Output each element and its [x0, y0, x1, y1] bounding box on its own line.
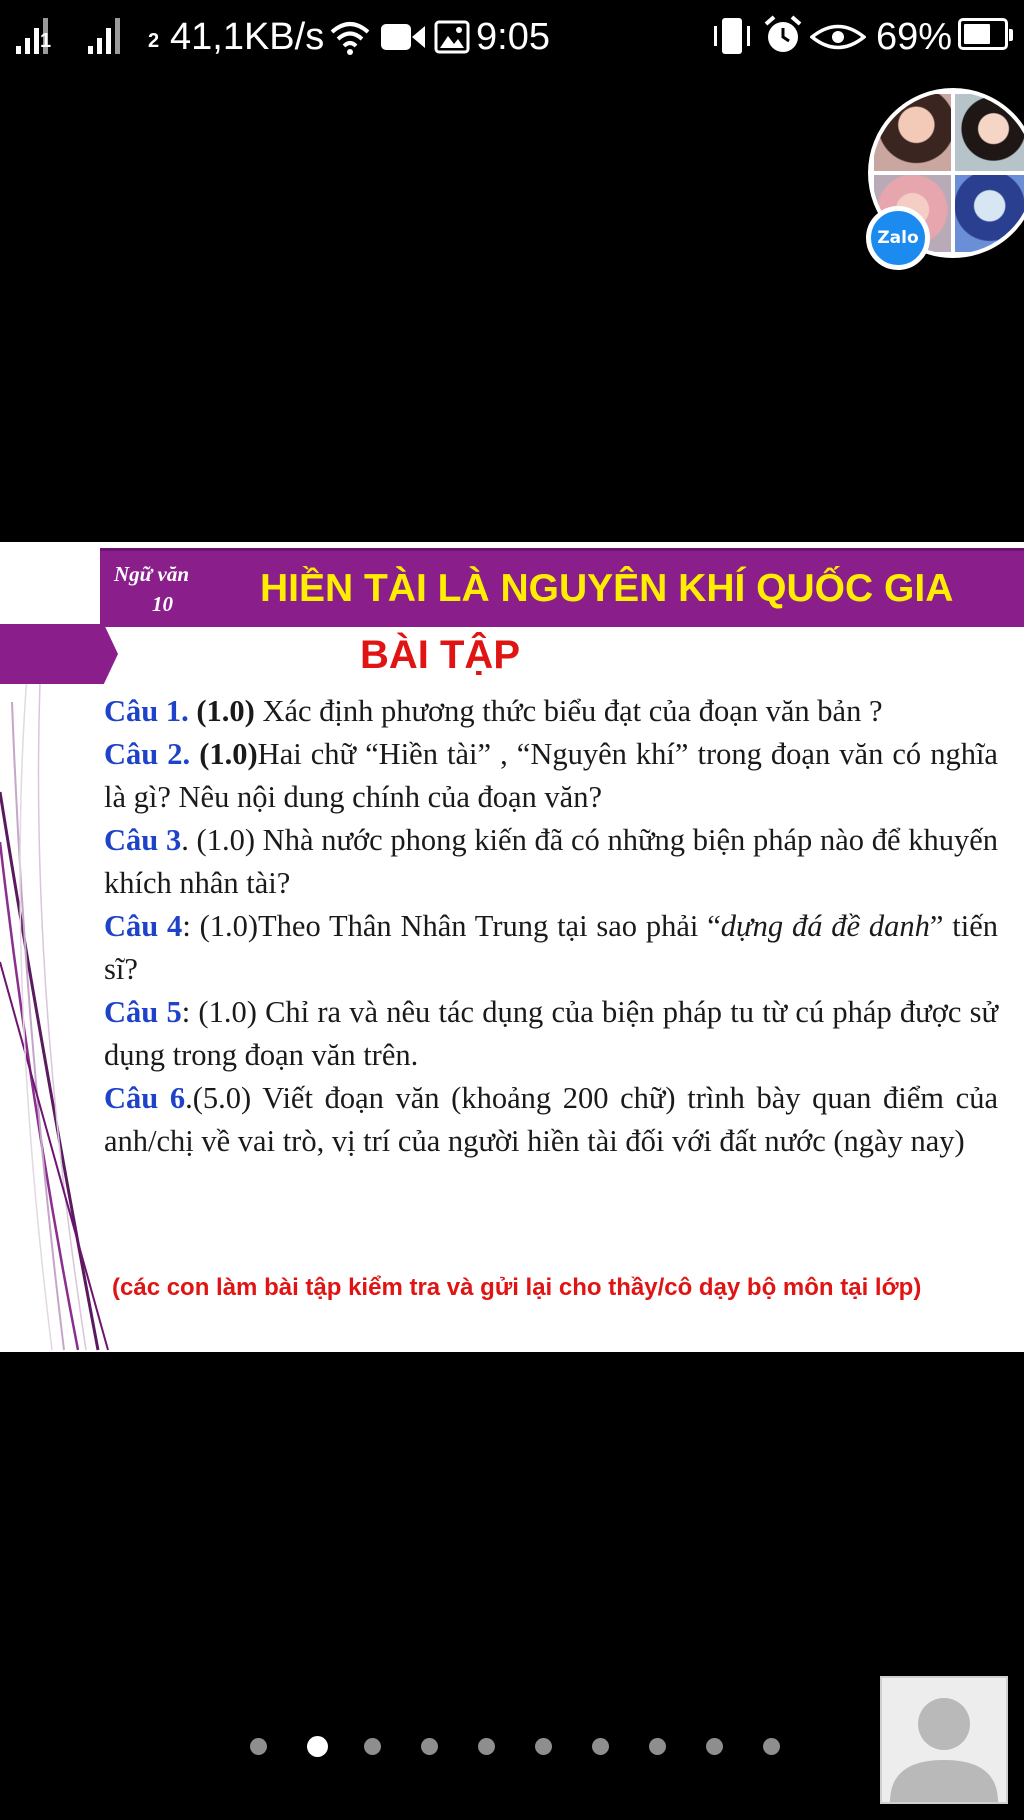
zalo-logo-icon: Zalo — [866, 206, 930, 270]
page-dot[interactable] — [763, 1738, 780, 1755]
wifi-icon — [330, 20, 370, 56]
question-points: (1.0) — [190, 737, 258, 771]
question-text: Xác định phương thức biểu đạt của đoạn văn bản ? — [254, 694, 883, 728]
slide-title: HIỀN TÀI LÀ NGUYÊN KHÍ QUỐC GIA — [260, 567, 954, 610]
signal-icon-2 — [88, 18, 120, 54]
avatar — [872, 92, 953, 173]
self-video-tile[interactable] — [880, 1676, 1008, 1804]
status-bar — [0, 0, 1024, 76]
section-heading: BÀI TẬP — [360, 633, 520, 677]
arrow-decoration — [0, 624, 118, 684]
alarm-icon — [762, 14, 804, 56]
slide-image[interactable] — [0, 542, 1024, 1352]
question-label: Câu 5 — [104, 995, 182, 1029]
page-dot[interactable] — [307, 1736, 328, 1757]
question-text: : (1.0) Chỉ ra và nêu tác dụng của biện pháp tu từ cú pháp được sử dụng trong đoạn văn trên. — [104, 995, 998, 1072]
network-speed: 41,1KB/s — [170, 16, 325, 58]
question-label: Câu 1. — [104, 694, 189, 728]
question-label: Câu 3 — [104, 823, 182, 857]
battery-percent: 69% — [876, 16, 953, 58]
question-text: . (1.0) Nhà nước phong kiến đã có những biện pháp nào để khuyến khích nhân tài? — [104, 823, 998, 900]
page-dot[interactable] — [421, 1738, 438, 1755]
subject-name: Ngữ văn — [114, 562, 189, 586]
avatar — [953, 173, 1024, 254]
page-dot[interactable] — [649, 1738, 666, 1755]
question-4 — [104, 905, 998, 991]
question-label: Câu 2. — [104, 737, 191, 771]
slide-header — [100, 548, 1024, 627]
clock: 9:05 — [476, 16, 550, 58]
sim-1-indicator: 1 — [40, 30, 52, 52]
eye-icon — [810, 22, 866, 52]
question-6 — [104, 1077, 998, 1163]
page-dot[interactable] — [364, 1738, 381, 1755]
page-dot[interactable] — [478, 1738, 495, 1755]
question-3 — [104, 819, 998, 905]
page-dot[interactable] — [250, 1738, 267, 1755]
question-2 — [104, 733, 998, 819]
question-points: (1.0) — [188, 694, 255, 728]
user-placeholder-icon — [882, 1678, 1006, 1802]
question-label: Câu 6 — [104, 1081, 186, 1115]
question-label: Câu 4 — [104, 909, 183, 943]
question-5 — [104, 991, 998, 1077]
video-call-icon — [380, 22, 426, 52]
sim-2-indicator: 2 — [148, 30, 160, 52]
question-text: Hai chữ “Hiền tài” , “Nguyên khí” trong đoạn văn có nghĩa là gì? Nêu nội dung chính của đoạn văn? — [104, 737, 998, 814]
question-text: .(5.0) Viết đoạn văn (khoảng 200 chữ) trình bày quan điểm của anh/chị về vai trò, vị trí của người hiền tài đối với đất nước (ngày nay) — [104, 1081, 998, 1158]
vibrate-icon — [708, 16, 756, 56]
subject-logo — [114, 559, 234, 619]
avatar — [953, 92, 1024, 173]
question-text: : (1.0)Theo Thân Nhân Trung tại sao phải “ — [182, 909, 721, 943]
question-quote: dựng đá đề danh — [720, 909, 930, 943]
battery-icon — [958, 18, 1008, 50]
grade-number: 10 — [152, 592, 173, 616]
page-dot[interactable] — [706, 1738, 723, 1755]
page-dot[interactable] — [535, 1738, 552, 1755]
question-list — [104, 690, 998, 1163]
question-text-end: ” tiến sĩ? — [104, 909, 998, 986]
assignment-notice: (các con làm bài tập kiểm tra và gửi lại cho thầy/cô dạy bộ môn tại lớp) — [112, 1274, 922, 1301]
page-dot[interactable] — [592, 1738, 609, 1755]
page-indicator[interactable] — [250, 1738, 780, 1758]
question-1 — [104, 690, 998, 733]
gallery-icon — [434, 20, 470, 54]
